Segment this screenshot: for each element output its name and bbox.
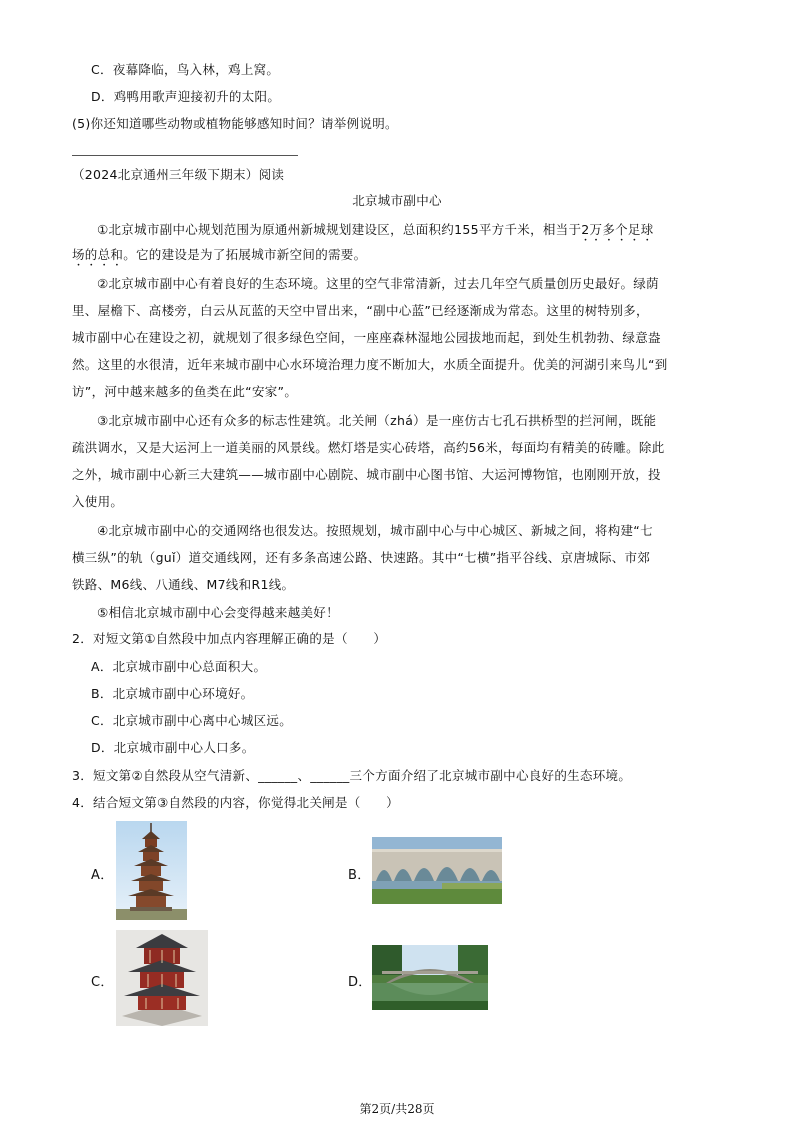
seven-arch-bridge-photo [372,837,502,904]
paragraph-2-line-2: 里、屋檐下、高楼旁，白云从瓦蓝的天空中冒出来，“副中心蓝”已经逐渐成为常态。这里的树特别多， [72,303,649,318]
p1-text: ①北京城市副中心规划范围为原通州新城规划建设区，总面积约155平方千米，相当于 [97,222,582,237]
question-2-option-d: D．北京城市副中心人口多。 [91,740,255,755]
question-2-option-a: A．北京城市副中心总面积大。 [91,659,267,674]
option-c: C．夜幕降临，鸟入林，鸡上窝。 [91,62,280,77]
question-2-option-b: B．北京城市副中心环境好。 [91,686,254,701]
p1-text-2: 。它的建设是为了拓展城市新空间的需要。 [123,247,367,262]
option-d-label: D． [348,975,372,990]
arch-bridge-photo [372,945,488,1010]
paragraph-3-line-4: 入使用。 [72,494,124,509]
paragraph-2-line-5: 访”，河中越来越多的鱼类在此“安家”。 [72,384,298,399]
question-5: (5)你还知道哪些动物或植物能够感知时间？请举例说明。 [72,116,398,131]
paragraph-1-line-2 [72,246,366,269]
passage-title: 北京城市副中心 [352,193,442,208]
pavilion-tower-render [116,930,208,1026]
source-line: （2024北京通州三年级下期末）阅读 [72,167,285,182]
paragraph-3-line-2: 疏洪调水，又是大运河上一道美丽的风景线。燃灯塔是实心砖塔，高约56米，每面均有精美的砖雕。除此 [72,440,665,455]
option-d: D．鸡鸭用歌声迎接初升的太阳。 [91,89,281,104]
question-3: 3．短文第②自然段从空气清新、______、______三个方面介绍了北京城市副中心良好的生态环境。 [72,768,632,783]
question-4-stem: 4．结合短文第③自然段的内容，你觉得北关闸是（ ） [72,795,399,810]
separator-rule [72,155,298,156]
paragraph-4-line-2: 横三纵”的轨（guǐ）道交通线网，还有多条高速公路、快速路。其中“七横”指平谷线、京唐城际、市郊 [72,550,651,565]
paragraph-4-line-1: ④北京城市副中心的交通网络也很发达。按照规划，城市副中心与中心城区、新城之间，将构建“七 [97,523,653,538]
paragraph-5: ⑤相信北京城市副中心会变得越来越美好！ [97,605,339,620]
option-a-label: A． [91,868,114,883]
question-2-stem: 2．对短文第①自然段中加点内容理解正确的是（ ） [72,631,387,646]
paragraph-3-line-3: 之外，城市副中心新三大建筑——城市副中心剧院、城市副中心图书馆、大运河博物馆，也刚刚开放，投 [72,467,661,482]
paragraph-4-line-3: 铁路、M6线、八通线、M7线和R1线。 [72,577,295,592]
paragraph-2-line-3: 城市副中心在建设之初，就规划了很多绿色空间，一座座森林湿地公园拔地而起，到处生机勃勃、绿意盎 [72,330,661,345]
pagoda-photo [116,821,187,920]
paragraph-2-line-4: 然。这里的水很清，近年来城市副中心水环境治理力度不断加大，水质全面提升。优美的河湖引来鸟儿“到 [72,357,668,372]
paragraph-2-line-1: ②北京城市副中心有着良好的生态环境。这里的空气非常清新，过去几年空气质量创历史最好。绿荫 [97,276,659,291]
paragraph-3-line-1: ③北京城市副中心还有众多的标志性建筑。北关闸（zhá）是一座仿古七孔石拱桥型的拦河闸，既能 [97,413,657,428]
question-2-option-c: C．北京城市副中心离中心城区远。 [91,713,293,728]
option-c-label: C． [91,975,114,990]
option-b-label: B． [348,868,371,883]
p1-dotted-text: 2万多个足球 [581,222,654,237]
paragraph-1-line-1 [97,221,654,244]
p1-dotted-text-2: 场的总和 [72,247,124,262]
page-footer: 第2页/共28页 [359,1102,435,1116]
